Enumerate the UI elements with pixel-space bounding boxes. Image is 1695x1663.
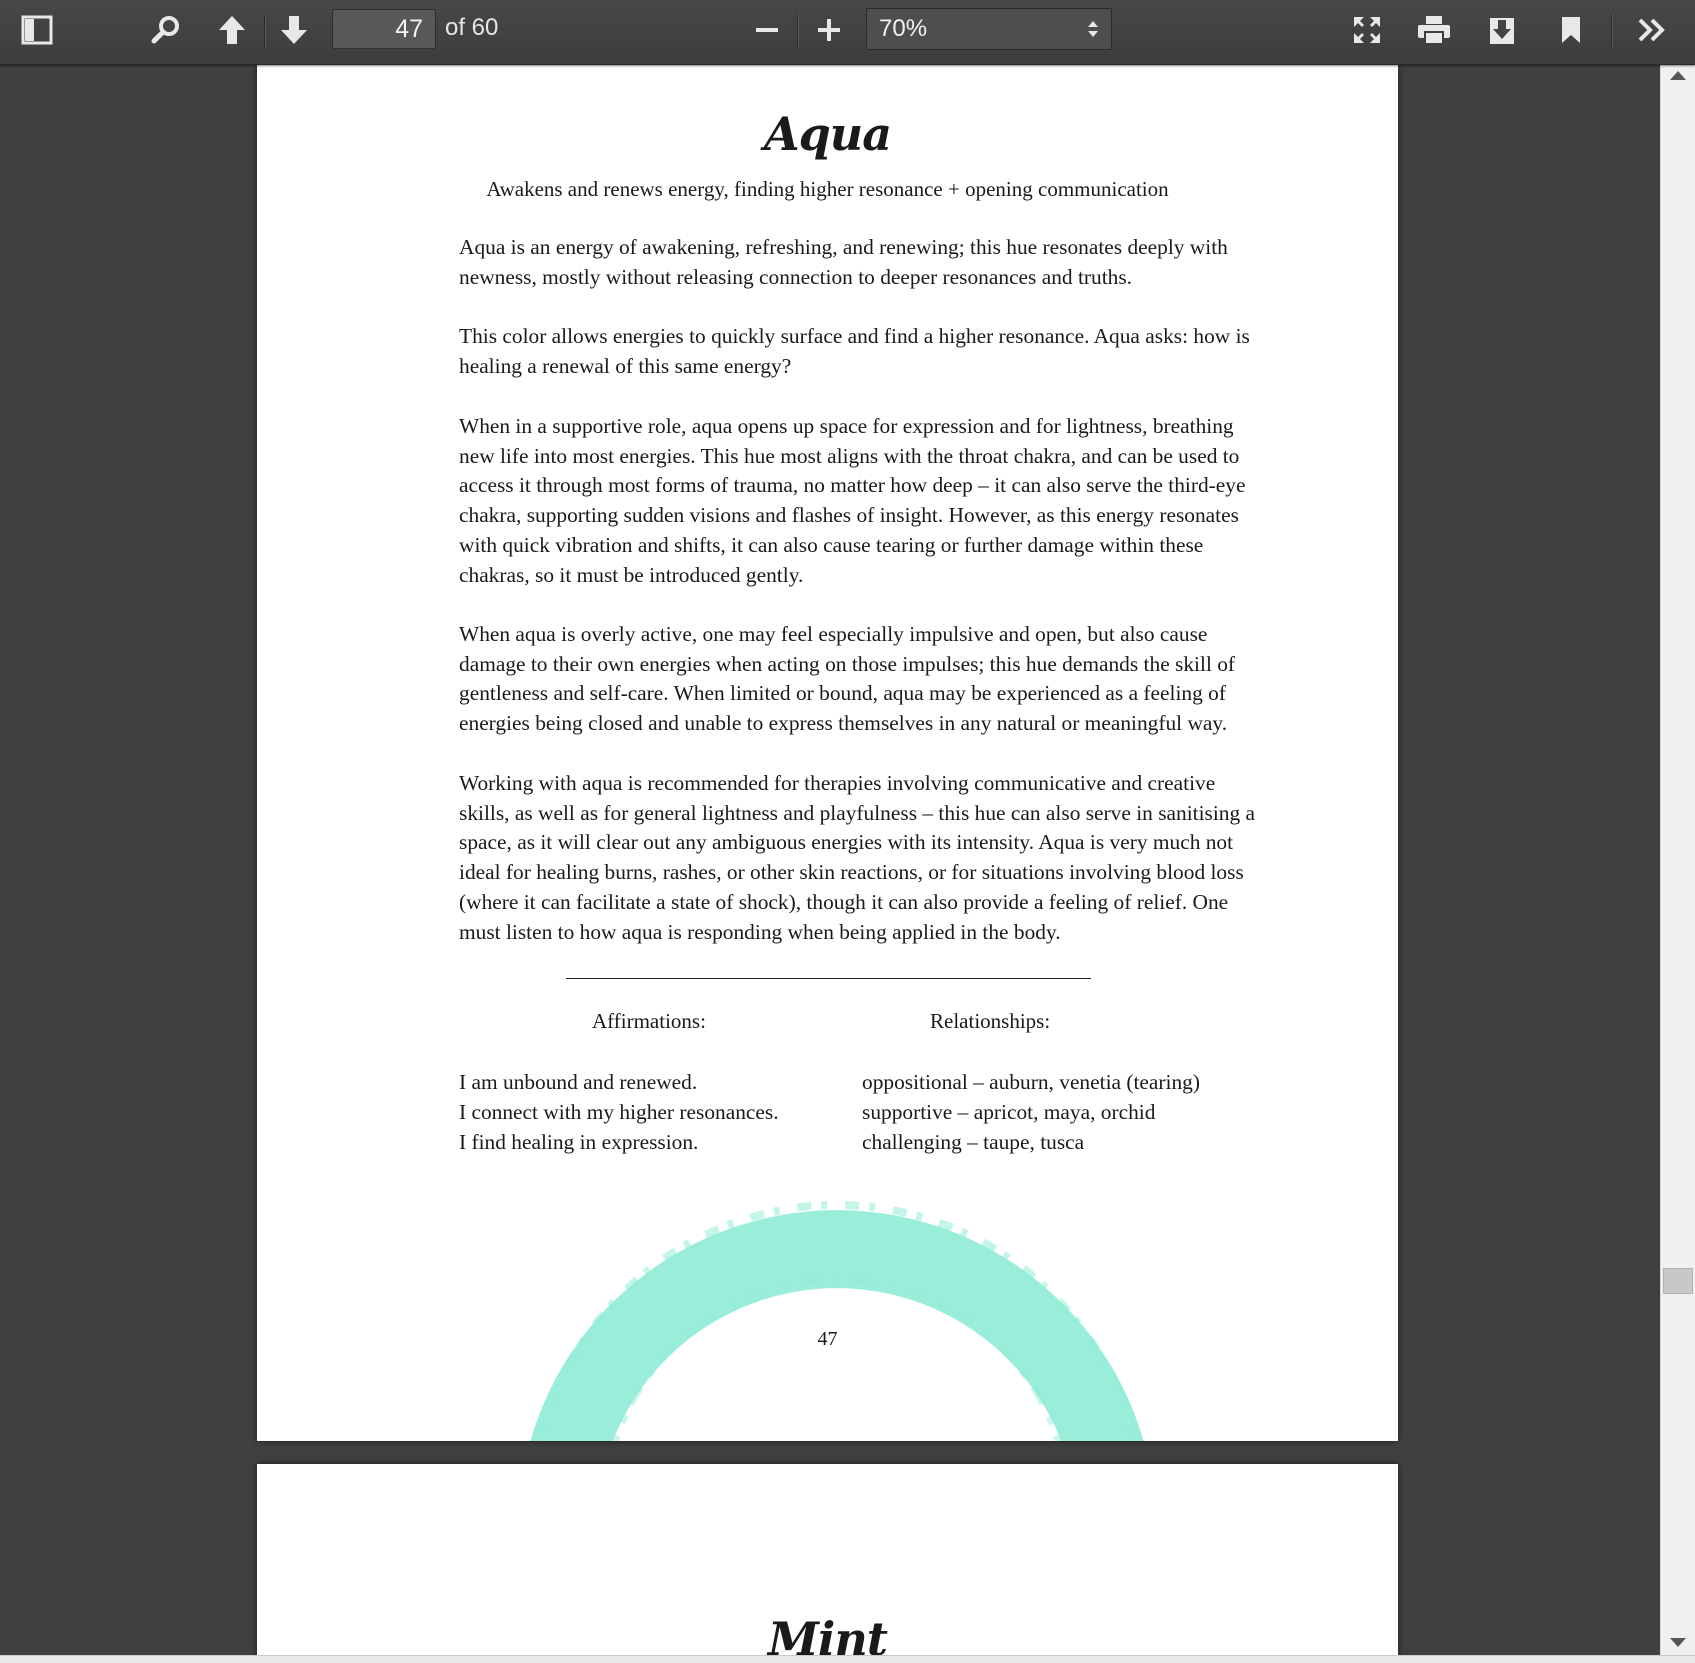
page-number-input[interactable] (332, 9, 436, 49)
print-icon (1417, 15, 1451, 45)
affirmations-heading: Affirmations: (592, 1009, 706, 1033)
page-number: 47 (817, 1328, 838, 1350)
list-item: I find healing in expression. (459, 1130, 699, 1154)
pdf-toolbar (0, 0, 1695, 65)
download-icon (1488, 14, 1516, 46)
zoom-out-button[interactable] (745, 10, 789, 50)
previous-page-button[interactable] (210, 10, 254, 50)
relationships-heading: Relationships: (930, 1009, 1051, 1033)
search-button[interactable] (143, 10, 187, 50)
tools-icon (1637, 17, 1667, 43)
list-item: I connect with my higher resonances. (459, 1100, 779, 1124)
body-paragraph: Working with aqua is recommended for therapies involving communicative and creative skills, as well as for general lightness and playfulness – this hue can also serve in sanitising a space, as it will clear out any ambiguous energies with its intensity. Aqua is very much not ideal for healing burns, rashes, or other skin reactions, or for situations involving blood loss (where it can facilitate a state of shock), though it can also provide a feeling of relief. One must listen to how aqua is responding when being applied in the body. (459, 771, 1256, 944)
scroll-thumb[interactable] (1663, 1268, 1693, 1294)
section-divider (566, 978, 1091, 979)
pdf-page (257, 65, 1398, 1441)
page-subtitle: Awakens and renews energy, finding higher resonance + opening communication (486, 177, 1169, 201)
zoom-in-icon (816, 17, 842, 43)
select-arrows-icon (1087, 19, 1099, 39)
search-icon (150, 15, 180, 45)
zoom-out-icon (754, 17, 780, 43)
next-page-button[interactable] (272, 10, 316, 50)
body-paragraph: When aqua is overly active, one may feel especially impulsive and open, but also cause damage to their own energies when acting on those impulses; this hue demands the skill of gentleness and self-care. When limited or bound, aqua may be experienced as a feeling of energies being closed and unable to express themselves in any natural or meaningful way. (459, 622, 1236, 736)
list-item: challenging – taupe, tusca (862, 1130, 1085, 1154)
download-button[interactable] (1480, 10, 1524, 50)
toolbar-separator (264, 14, 265, 48)
previous-page-icon (217, 14, 247, 46)
body-paragraph: When in a supportive role, aqua opens up space for expression and for lightness, breathing new life into most energies. This hue most aligns with the throat chakra, and can be used to access it through most forms of trauma, no matter how deep – it can also serve the third-eye chakra, supporting sudden visions and flashes of insight. However, as this energy resonates with quick vibration and shifts, it can also cause tearing or further damage within these chakras, so it must be introduced gently. (459, 414, 1246, 587)
relationships-list (862, 1067, 1200, 1157)
sidebar-toggle-icon (21, 15, 53, 45)
print-button[interactable] (1412, 10, 1456, 50)
body-paragraph: Aqua is an energy of awakening, refreshing, and renewing; this hue resonates deeply with newness, mostly without releasing connection to deeper resonances and truths. (459, 235, 1228, 289)
tools-button[interactable] (1630, 10, 1674, 50)
sidebar-toggle-button[interactable] (15, 10, 59, 50)
list-item: I am unbound and renewed. (459, 1070, 698, 1094)
list-item: supportive – apricot, maya, orchid (862, 1100, 1156, 1124)
next-page-icon (279, 14, 309, 46)
body-paragraph: This color allows energies to quickly surface and find a higher resonance. Aqua asks: how is healing a renewal of this same energy? (459, 324, 1250, 378)
affirmations-list (459, 1067, 779, 1157)
scroll-down-arrow-icon[interactable] (1670, 1638, 1686, 1647)
bookmark-icon (1560, 15, 1582, 45)
zoom-value: 70% (879, 15, 928, 42)
scroll-up-arrow-icon[interactable] (1670, 71, 1686, 80)
document-viewer[interactable] (0, 65, 1660, 1655)
toolbar-separator (1611, 14, 1612, 48)
page-title: Mint (767, 1612, 888, 1655)
vertical-scrollbar[interactable] (1660, 65, 1695, 1655)
presentation-mode-button[interactable] (1345, 10, 1389, 50)
bookmark-button[interactable] (1549, 10, 1593, 50)
zoom-in-button[interactable] (807, 10, 851, 50)
pdf-page (257, 1464, 1398, 1655)
toolbar-separator (797, 14, 798, 48)
page-title: Aqua (763, 107, 892, 161)
list-item: oppositional – auburn, venetia (tearing) (862, 1070, 1200, 1094)
zoom-select[interactable] (866, 8, 1112, 50)
page-count-label: of 60 (445, 14, 499, 41)
presentation-mode-icon (1352, 15, 1382, 45)
brush-arc-decoration (517, 1155, 1157, 1441)
